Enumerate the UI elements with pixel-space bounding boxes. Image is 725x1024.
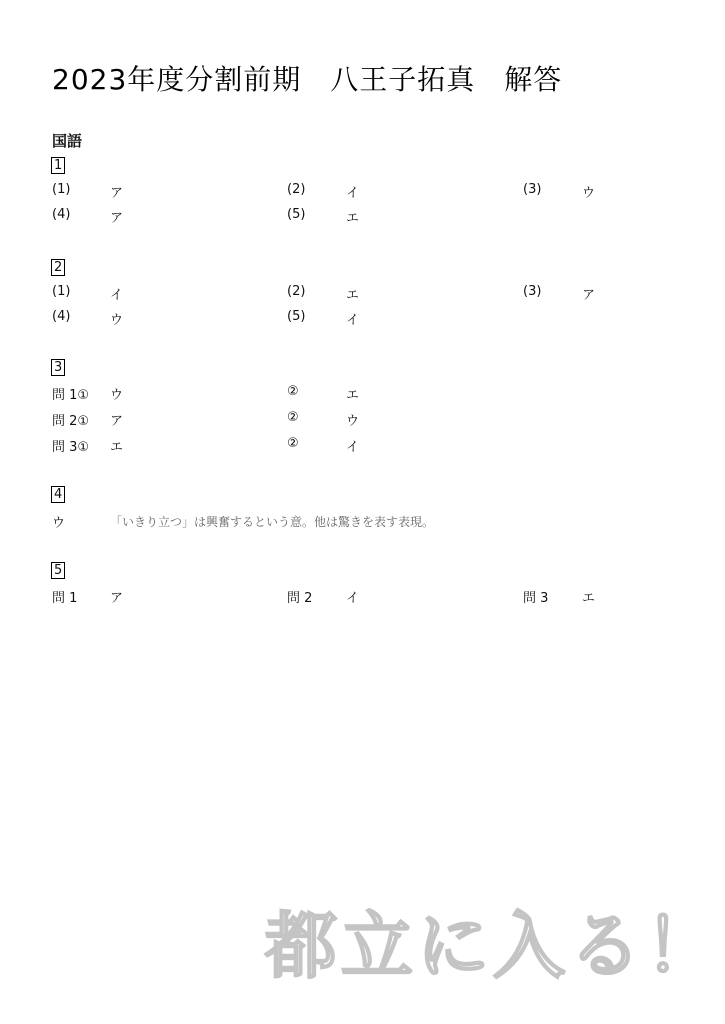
s1-q5-label: (5) (287, 207, 306, 222)
s3-q2-part1-label: 問 2① (52, 414, 90, 429)
s3-q1-part2-answer: エ (346, 388, 360, 403)
s1-q5-answer: エ (346, 211, 360, 226)
page-title: 2023年度分割前期 八王子拓真 解答 (52, 63, 563, 96)
section-5-label: 5 (51, 562, 65, 579)
s1-q1-label: (1) (52, 182, 71, 197)
s3-q1-part1-answer: ウ (110, 388, 124, 403)
section-2-label: 2 (51, 259, 65, 276)
s3-q3-part1-answer: エ (110, 440, 124, 455)
section-1-label: 1 (51, 157, 65, 174)
s5-q3-label: 問 3 (523, 591, 549, 606)
s2-q2-label: (2) (287, 284, 306, 299)
section-4-label: 4 (51, 486, 65, 503)
s3-q3-part2-answer: イ (346, 440, 360, 455)
s2-q1-answer: イ (110, 288, 124, 303)
s3-q2-part1-answer: ア (110, 414, 124, 429)
s1-q1-answer: ア (110, 186, 124, 201)
s1-q2-answer: イ (346, 186, 360, 201)
s3-q3-part1-label: 問 3① (52, 440, 90, 455)
s2-q5-label: (5) (287, 309, 306, 324)
s2-q3-answer: ア (582, 288, 596, 303)
s4-explanation: 「いきり立つ」は興奮するという意。他は驚きを表す表現。 (110, 515, 435, 529)
s2-q4-label: (4) (52, 309, 71, 324)
s5-q1-answer: ア (110, 591, 124, 606)
s2-q2-answer: エ (346, 288, 360, 303)
s1-q3-answer: ウ (582, 186, 596, 201)
s3-q1-part2-label: ② (287, 384, 299, 399)
s2-q3-label: (3) (523, 284, 542, 299)
s1-q3-label: (3) (523, 182, 542, 197)
s5-q2-answer: イ (346, 591, 360, 606)
watermark: 都立に入る！ (265, 904, 722, 988)
subject-heading: 国語 (52, 132, 83, 150)
s1-q2-label: (2) (287, 182, 306, 197)
s3-q3-part2-label: ② (287, 436, 299, 451)
s1-q4-answer: ア (110, 211, 124, 226)
s2-q1-label: (1) (52, 284, 71, 299)
s5-q1-label: 問 1 (52, 591, 78, 606)
s3-q1-part1-label: 問 1① (52, 388, 90, 403)
s3-q2-part2-answer: ウ (346, 414, 360, 429)
s4-answer: ウ (52, 516, 66, 531)
s3-q2-part2-label: ② (287, 410, 299, 425)
s2-q4-answer: ウ (110, 313, 124, 328)
s2-q5-answer: イ (346, 313, 360, 328)
s5-q3-answer: エ (582, 591, 596, 606)
s1-q4-label: (4) (52, 207, 71, 222)
section-3-label: 3 (51, 359, 65, 376)
s5-q2-label: 問 2 (287, 591, 313, 606)
